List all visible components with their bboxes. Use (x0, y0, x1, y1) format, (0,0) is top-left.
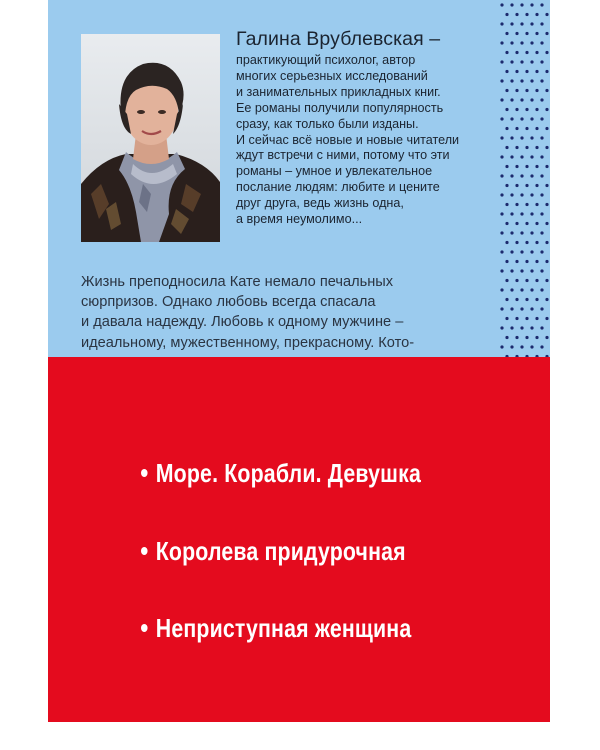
pattern-dot (525, 260, 528, 263)
pattern-dot (545, 222, 548, 225)
pattern-dot (505, 13, 508, 16)
pattern-dot (520, 174, 523, 177)
pattern-dot (515, 89, 518, 92)
pattern-dot (515, 317, 518, 320)
pattern-dot (535, 13, 538, 16)
pattern-dot (525, 184, 528, 187)
pattern-dot (540, 155, 543, 158)
pattern-dot (510, 98, 513, 101)
pattern-dot (515, 222, 518, 225)
pattern-dot (545, 336, 548, 339)
pattern-dot (530, 345, 533, 348)
pattern-dot (505, 336, 508, 339)
pattern-dot (500, 212, 503, 215)
pattern-dot (500, 307, 503, 310)
pattern-dot (525, 51, 528, 54)
author-bio-line: друг друга, ведь жизнь одна, (236, 196, 404, 211)
pattern-dot (515, 241, 518, 244)
pattern-dot (510, 269, 513, 272)
pattern-dot (525, 13, 528, 16)
pattern-dot (505, 241, 508, 244)
pattern-dot (515, 260, 518, 263)
pattern-dot (500, 136, 503, 139)
annotation-line: сюрпризов. Однако любовь всегда спасала (81, 294, 376, 311)
pattern-dot (525, 317, 528, 320)
pattern-dot (500, 22, 503, 25)
title-text: Королева придурочная (155, 536, 406, 566)
pattern-dot (520, 307, 523, 310)
pattern-dot (535, 241, 538, 244)
pattern-dot (530, 22, 533, 25)
pattern-dot (525, 279, 528, 282)
top-section (48, 0, 550, 357)
pattern-dot (545, 241, 548, 244)
author-bio-line: практикующий психолог, автор (236, 53, 416, 67)
pattern-dot (535, 32, 538, 35)
pattern-dot (545, 51, 548, 54)
author-bio-line: а время неумолимо... (236, 212, 363, 227)
pattern-dot (520, 250, 523, 253)
pattern-dot (515, 184, 518, 187)
pattern-dot (510, 22, 513, 25)
author-photo (81, 34, 220, 242)
pattern-dot (515, 146, 518, 149)
pattern-dot (500, 326, 503, 329)
pattern-dot (525, 127, 528, 130)
pattern-dot (540, 3, 543, 6)
pattern-dot (530, 307, 533, 310)
pattern-dot (505, 222, 508, 225)
pattern-dot (510, 250, 513, 253)
pattern-dot (520, 193, 523, 196)
pattern-dot (520, 155, 523, 158)
pattern-dot (545, 127, 548, 130)
pattern-dot (515, 108, 518, 111)
pattern-dot (525, 298, 528, 301)
pattern-dot (505, 51, 508, 54)
pattern-dot (515, 51, 518, 54)
pattern-dot (505, 203, 508, 206)
title-item (141, 458, 421, 489)
author-bio-line: Ее романы получили популярность (236, 100, 444, 115)
title-item (141, 536, 406, 567)
pattern-dot (520, 98, 523, 101)
bullet-icon (141, 624, 148, 632)
pattern-dot (510, 326, 513, 329)
pattern-dot (540, 136, 543, 139)
pattern-dot (525, 203, 528, 206)
author-name: Галина Врублевская – (236, 28, 441, 50)
pattern-dot (530, 231, 533, 234)
pattern-dot (540, 22, 543, 25)
pattern-dot (525, 89, 528, 92)
pattern-dot (520, 136, 523, 139)
pattern-dot (515, 13, 518, 16)
pattern-dot (540, 98, 543, 101)
pattern-dot (510, 60, 513, 63)
pattern-dot (530, 136, 533, 139)
title-item (141, 613, 411, 644)
pattern-dot (500, 79, 503, 82)
pattern-dot (510, 307, 513, 310)
title-text: Море. Корабли. Девушка (155, 458, 421, 488)
pattern-dot (545, 260, 548, 263)
annotation-line: и давала надежду. Любовь к одному мужчине – (81, 314, 404, 331)
pattern-dot (525, 336, 528, 339)
pattern-dot (540, 326, 543, 329)
author-bio-line: И сейчас всё новые и новые читатели (236, 132, 460, 147)
pattern-dot (545, 184, 548, 187)
pattern-dot (500, 231, 503, 234)
pattern-dot (500, 98, 503, 101)
pattern-dot (530, 212, 533, 215)
pattern-dot (525, 165, 528, 168)
pattern-dot (515, 32, 518, 35)
pattern-dot (520, 231, 523, 234)
pattern-dot (510, 174, 513, 177)
pattern-dot (540, 41, 543, 44)
pattern-dot (505, 165, 508, 168)
pattern-dot (505, 127, 508, 130)
pattern-dot (530, 117, 533, 120)
author-bio-line: и занимательных прикладных книг. (236, 84, 441, 99)
annotation-line: идеальному, мужественному, прекрасному. Кото- (81, 334, 415, 351)
pattern-dot (500, 60, 503, 63)
pattern-dot (505, 32, 508, 35)
pattern-dot (530, 326, 533, 329)
author-bio (236, 53, 508, 228)
pattern-dot (520, 117, 523, 120)
pattern-dot (515, 203, 518, 206)
pattern-dot (500, 345, 503, 348)
pattern-dot (530, 269, 533, 272)
pattern-dot (510, 193, 513, 196)
pattern-dot (540, 307, 543, 310)
pattern-dot (525, 70, 528, 73)
pattern-dot (535, 184, 538, 187)
pattern-dot (530, 3, 533, 6)
pattern-dot (530, 98, 533, 101)
pattern-dot (530, 250, 533, 253)
pattern-dot (505, 184, 508, 187)
author-bio-line: многих серьезных исследований (236, 68, 428, 83)
pattern-dot (535, 51, 538, 54)
pattern-dot (515, 165, 518, 168)
pattern-dot (535, 279, 538, 282)
pattern-dot (525, 241, 528, 244)
pattern-dot (500, 155, 503, 158)
pattern-dot (500, 117, 503, 120)
pattern-dot (535, 203, 538, 206)
pattern-dot (505, 146, 508, 149)
book-back-cover (48, 0, 550, 722)
pattern-dot (520, 269, 523, 272)
pattern-dot (520, 212, 523, 215)
pattern-dot (545, 89, 548, 92)
pattern-dot (510, 136, 513, 139)
pattern-dot (520, 41, 523, 44)
pattern-dot (510, 41, 513, 44)
pattern-dot (535, 146, 538, 149)
pattern-dot (520, 288, 523, 291)
bullet-icon (141, 547, 148, 555)
pattern-dot (535, 260, 538, 263)
pattern-dot (545, 203, 548, 206)
pattern-dot (520, 326, 523, 329)
author-bio-line: романы – умное и увлекательное (236, 164, 433, 179)
pattern-dot (540, 117, 543, 120)
pattern-dot (535, 222, 538, 225)
pattern-dot (540, 79, 543, 82)
pattern-dot (545, 70, 548, 73)
pattern-dot (545, 279, 548, 282)
pattern-dot (520, 22, 523, 25)
pattern-dot (505, 89, 508, 92)
pattern-dot (530, 174, 533, 177)
pattern-dot (515, 279, 518, 282)
pattern-dot (500, 41, 503, 44)
pattern-dot (520, 345, 523, 348)
pattern-dot (520, 79, 523, 82)
pattern-dot (510, 231, 513, 234)
pattern-dot (545, 108, 548, 111)
pattern-dot (500, 288, 503, 291)
pattern-dot (500, 174, 503, 177)
pattern-dot (510, 288, 513, 291)
pattern-dot (535, 165, 538, 168)
pattern-dot (505, 317, 508, 320)
pattern-dot (515, 336, 518, 339)
pattern-dot (540, 269, 543, 272)
author-bio-line: сразу, как только были изданы. (236, 116, 419, 131)
pattern-dot (540, 250, 543, 253)
pattern-dot (520, 60, 523, 63)
pattern-dot (545, 13, 548, 16)
pattern-dot (525, 222, 528, 225)
pattern-dot (540, 288, 543, 291)
pattern-dot (540, 231, 543, 234)
pattern-dot (540, 60, 543, 63)
pattern-dot (540, 193, 543, 196)
pattern-dot (505, 108, 508, 111)
title-text: Неприступная женщина (155, 613, 412, 643)
pattern-dot (510, 3, 513, 6)
pattern-dot (520, 3, 523, 6)
pattern-dot (545, 146, 548, 149)
pattern-dot (515, 298, 518, 301)
pattern-dot (535, 70, 538, 73)
pattern-dot (545, 32, 548, 35)
pattern-dot (530, 41, 533, 44)
pattern-dot (535, 336, 538, 339)
pattern-dot (535, 108, 538, 111)
bottom-section (48, 357, 550, 722)
pattern-dot (530, 193, 533, 196)
pattern-dot (510, 155, 513, 158)
pattern-dot (500, 3, 503, 6)
pattern-dot (530, 79, 533, 82)
pattern-dot (540, 174, 543, 177)
pattern-dot (535, 127, 538, 130)
pattern-dot (515, 70, 518, 73)
pattern-dot (535, 89, 538, 92)
pattern-dot (500, 193, 503, 196)
pattern-dot (540, 345, 543, 348)
dot-pattern (496, 0, 550, 357)
bullet-icon (141, 469, 148, 477)
annotation-line: Жизнь преподносила Кате немало печальных (81, 274, 394, 290)
pattern-dot (535, 317, 538, 320)
author-bio-line: ждут встречи с ними, потому что эти (236, 148, 450, 163)
pattern-dot (545, 165, 548, 168)
pattern-dot (530, 288, 533, 291)
pattern-dot (505, 279, 508, 282)
pattern-dot (530, 60, 533, 63)
pattern-dot (510, 212, 513, 215)
pattern-dot (545, 298, 548, 301)
pattern-dot (505, 70, 508, 73)
pattern-dot (510, 117, 513, 120)
author-bio-line: послание людям: любите и цените (236, 180, 440, 195)
pattern-dot (525, 146, 528, 149)
pattern-dot (535, 298, 538, 301)
pattern-dot (510, 79, 513, 82)
pattern-dot (500, 250, 503, 253)
pattern-dot (525, 32, 528, 35)
pattern-dot (500, 269, 503, 272)
pattern-dot (540, 212, 543, 215)
book-annotation (81, 272, 486, 353)
pattern-dot (545, 317, 548, 320)
pattern-dot (530, 155, 533, 158)
pattern-dot (515, 127, 518, 130)
pattern-dot (505, 298, 508, 301)
pattern-dot (510, 345, 513, 348)
pattern-dot (505, 260, 508, 263)
pattern-dot (525, 108, 528, 111)
